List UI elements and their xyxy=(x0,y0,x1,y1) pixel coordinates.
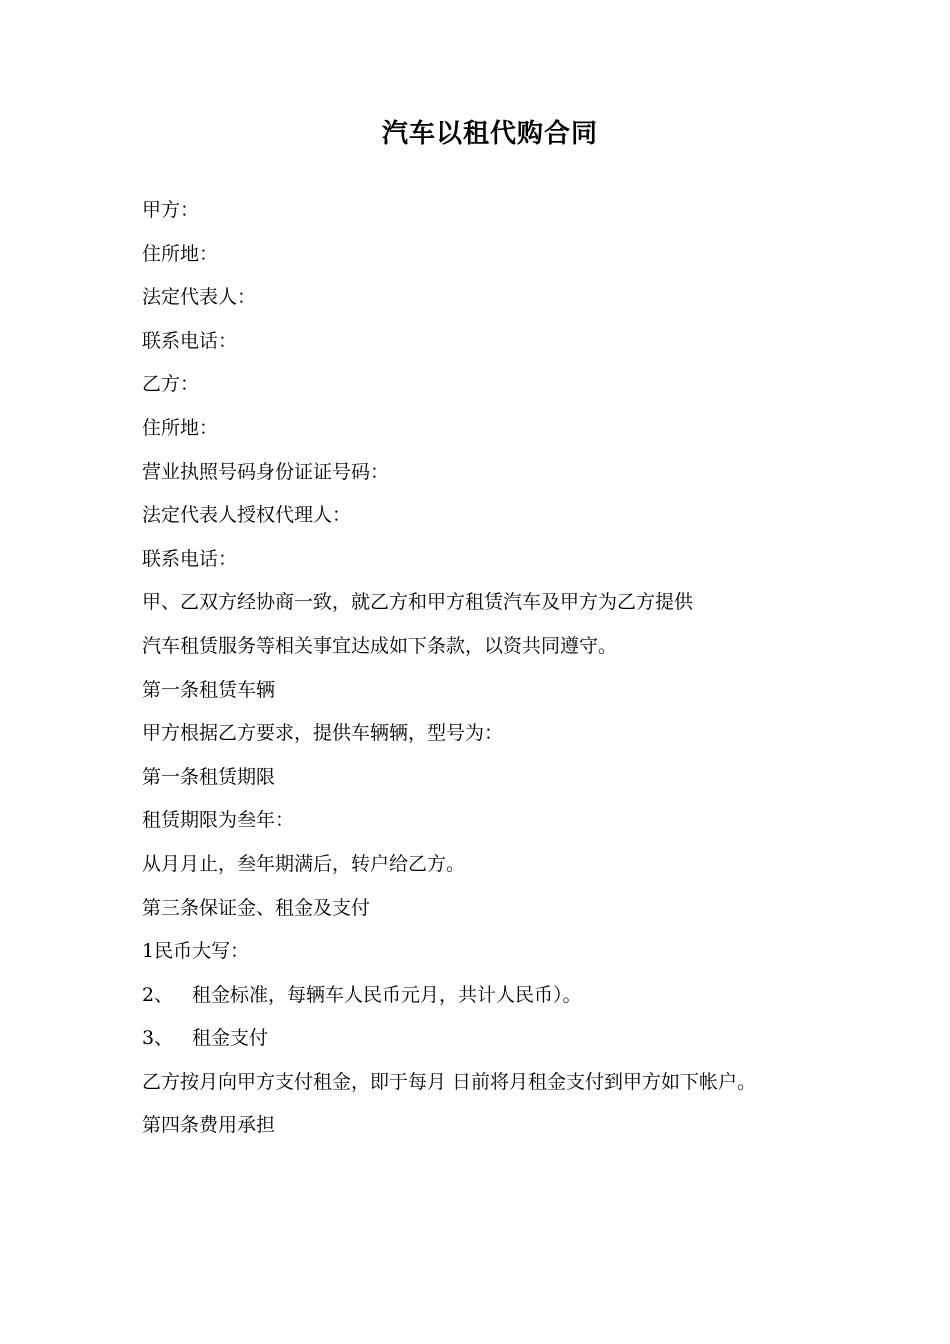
lease-period-text: 从月月止，叁年期满后，转户给乙方。 xyxy=(142,852,466,875)
article-3-heading: 第三条保证金、租金及支付 xyxy=(142,896,371,919)
article-1-text: 甲方根据乙方要求，提供车辆辆，型号为： xyxy=(142,722,504,745)
party-a-address-label: 住所地： xyxy=(142,242,219,265)
party-b-license-id-label: 营业执照号码身份证证号码： xyxy=(142,460,390,483)
party-b-address-label: 住所地： xyxy=(142,416,219,439)
item-text: 租金支付 xyxy=(192,1027,269,1050)
article-1-heading: 第一条租赁车辆 xyxy=(142,678,276,701)
document-title: 汽车以租代购合同 xyxy=(381,119,598,149)
party-b-label: 乙方： xyxy=(142,373,200,396)
contract-body xyxy=(142,196,842,1155)
deposit-text: 1民币大写： xyxy=(142,940,250,963)
article-2-heading: 第一条租赁期限 xyxy=(142,765,276,788)
article-4-heading: 第四条费用承担 xyxy=(142,1114,276,1137)
item-number: 3、 xyxy=(142,1027,174,1050)
numbered-item-3 xyxy=(142,1024,842,1068)
party-a-phone-label: 联系电话： xyxy=(142,329,238,352)
preamble-line-1: 甲、乙双方经协商一致，就乙方和甲方租赁汽车及甲方为乙方提供 xyxy=(142,591,694,614)
party-b-phone-label: 联系电话： xyxy=(142,547,238,570)
item-number: 2、 xyxy=(142,983,174,1006)
party-b-agent-label: 法定代表人授权代理人： xyxy=(142,504,352,527)
party-a-label: 甲方： xyxy=(142,199,200,221)
party-a-representative-label: 法定代表人： xyxy=(142,286,257,309)
preamble-line-2: 汽车租赁服务等相关事宜达成如下条款，以资共同遵守。 xyxy=(142,634,618,657)
payment-text: 乙方按月向甲方支付租金，即于每月 日前将月租金支付到甲方如下帐户。 xyxy=(142,1070,757,1093)
numbered-item-2 xyxy=(142,981,842,1025)
item-text: 租金标准，每辆车人民币元月，共计人民币）。 xyxy=(192,983,582,1006)
lease-term-text: 租赁期限为叁年： xyxy=(142,809,295,832)
